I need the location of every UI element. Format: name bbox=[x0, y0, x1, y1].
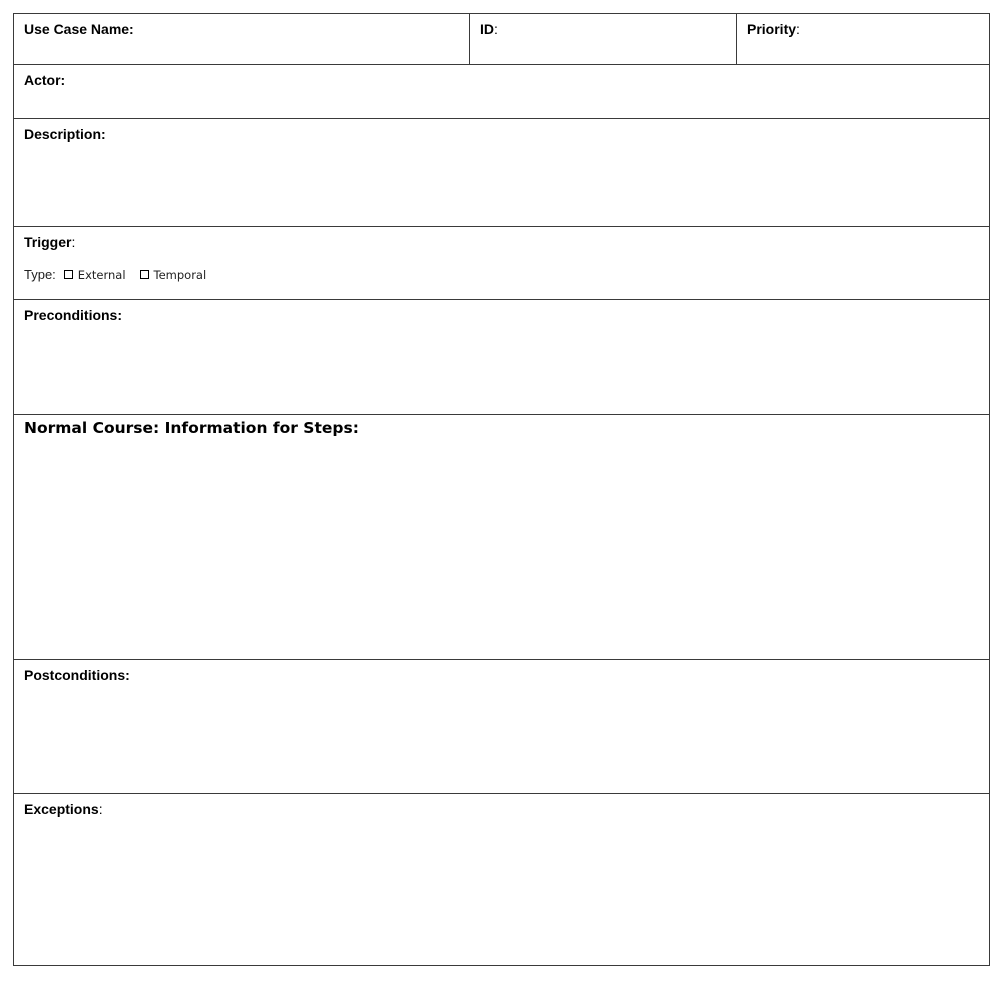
use-case-name-label: Use Case Name: bbox=[24, 21, 134, 37]
use-case-name-field[interactable] bbox=[14, 14, 470, 64]
header-row bbox=[14, 14, 989, 65]
exceptions-label: Exceptions: bbox=[24, 801, 103, 817]
trigger-label: Trigger: bbox=[24, 234, 76, 250]
external-checkbox[interactable] bbox=[64, 270, 73, 279]
external-option-label: External bbox=[77, 267, 126, 282]
temporal-option-label: Temporal bbox=[153, 267, 207, 282]
trigger-option-external[interactable] bbox=[64, 268, 126, 282]
postconditions-label: Postconditions: bbox=[24, 667, 130, 683]
priority-label: Priority: bbox=[747, 21, 800, 37]
trigger-option-temporal[interactable] bbox=[140, 268, 207, 282]
description-field[interactable] bbox=[14, 119, 989, 227]
trigger-field bbox=[14, 227, 989, 300]
actor-label: Actor: bbox=[24, 72, 66, 88]
use-case-form bbox=[13, 13, 990, 966]
trigger-type-label: Type: bbox=[24, 267, 56, 282]
id-field[interactable] bbox=[470, 14, 737, 64]
preconditions-field[interactable] bbox=[14, 300, 989, 415]
normal-course-label: Normal Course: Information for Steps: bbox=[24, 419, 359, 437]
description-label: Description: bbox=[24, 126, 106, 142]
normal-course-field[interactable] bbox=[14, 415, 989, 660]
postconditions-field[interactable] bbox=[14, 660, 989, 794]
priority-field[interactable] bbox=[737, 14, 989, 64]
temporal-checkbox[interactable] bbox=[140, 270, 149, 279]
id-label: ID: bbox=[480, 21, 498, 37]
actor-field[interactable] bbox=[14, 65, 989, 119]
exceptions-field[interactable] bbox=[14, 794, 989, 965]
preconditions-label: Preconditions: bbox=[24, 307, 123, 323]
trigger-type-line bbox=[24, 267, 206, 282]
